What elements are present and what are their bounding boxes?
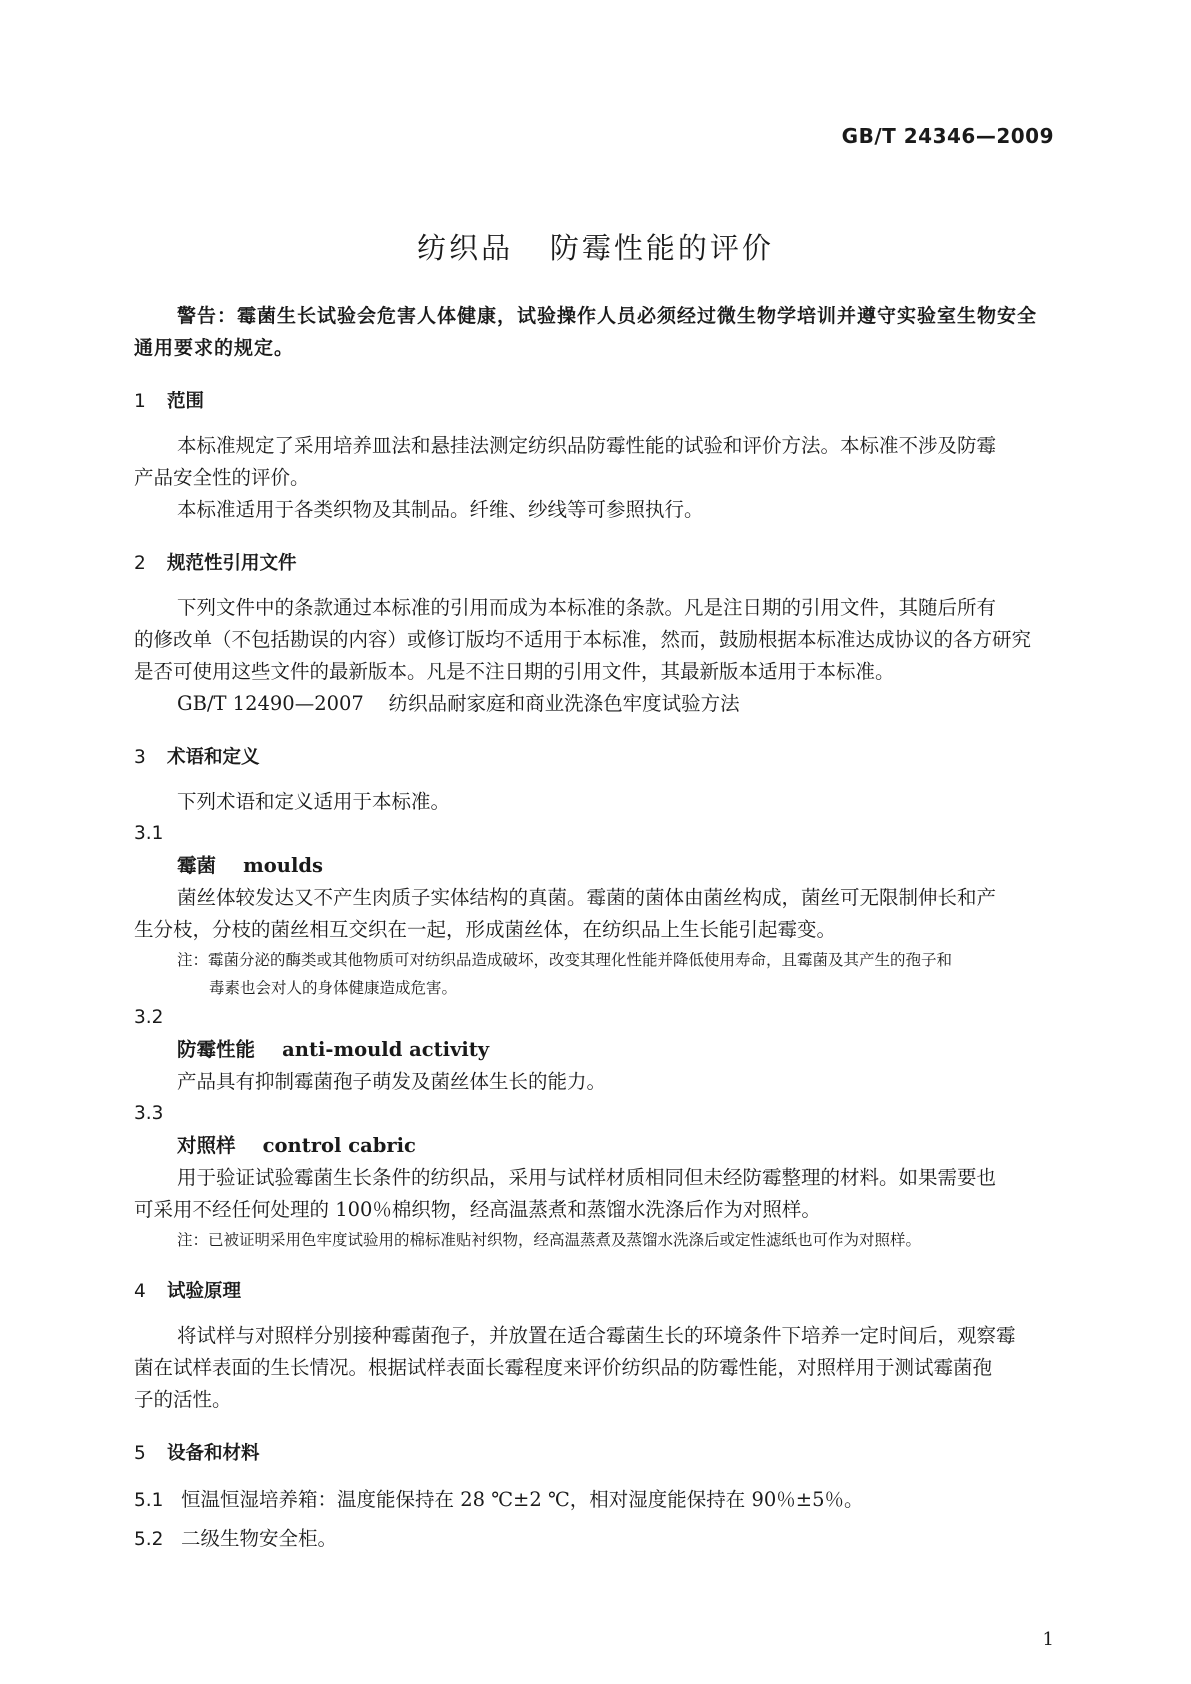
standard-number: GB/T 24346—2009 xyxy=(841,124,1054,148)
document-title: 纺织品 防霉性能的评价 xyxy=(417,231,774,265)
term-3-2-definition xyxy=(134,1066,1054,1098)
section-4-paragraph-1 xyxy=(134,1320,1054,1416)
section-4-p1-line-3: 子的活性。 xyxy=(134,1388,232,1411)
term-3-2-def-text: 产品具有抑制霉菌孢子萌发及菌丝体生长的能力。 xyxy=(177,1070,607,1093)
term-3-3-zh: 对照样 xyxy=(177,1134,236,1157)
term-3-2-zh: 防霉性能 xyxy=(177,1038,256,1061)
term-3-1-heading xyxy=(134,850,1054,882)
warning-line-2: 通用要求的规定。 xyxy=(134,337,295,359)
section-1-p2-text: 本标准适用于各类织物及其制品。纤维、纱线等可参照执行。 xyxy=(177,498,704,521)
section-4-heading xyxy=(134,1276,1054,1308)
page-number: 1 xyxy=(1042,1629,1054,1650)
section-2-p1-line-3: 是否可使用这些文件的最新版本。凡是不注日期的引用文件，其最新版本适用于本标准。 xyxy=(134,660,895,683)
term-3-2-en: anti-mould activity xyxy=(282,1038,490,1061)
term-3-3-def-line-2: 可采用不经任何处理的 100％棉织物，经高温蒸煮和蒸馏水洗涤后作为对照样。 xyxy=(134,1198,821,1221)
term-3-3-number: 3.3 xyxy=(134,1103,164,1124)
term-3-1-en: moulds xyxy=(243,854,324,877)
section-1-paragraph-1 xyxy=(134,430,1054,494)
term-3-1-note-line-1: 注：霉菌分泌的酶类或其他物质可对纺织品造成破坏，改变其理化性能并降低使用寿命，且霉菌及其产生的孢子和 xyxy=(177,951,953,969)
term-3-2-heading xyxy=(134,1034,1054,1066)
term-3-1-number: 3.1 xyxy=(134,823,164,844)
section-2-number: 2 xyxy=(134,553,146,574)
term-3-2-number: 3.2 xyxy=(134,1007,164,1028)
term-3-1-note xyxy=(134,946,1054,1002)
warning-paragraph xyxy=(134,300,1054,364)
section-3-number: 3 xyxy=(134,747,146,768)
section-4-p1-line-1: 将试样与对照样分别接种霉菌孢子，并放置在适合霉菌生长的环境条件下培养一定时间后，观察霉 xyxy=(177,1324,1016,1347)
section-4-number: 4 xyxy=(134,1281,146,1302)
item-5-1-text: 恒温恒湿培养箱：温度能保持在 28 ℃±2 ℃，相对湿度能保持在 90％±5％。 xyxy=(181,1488,864,1511)
item-5-2-text: 二级生物安全柜。 xyxy=(181,1527,338,1550)
section-2-heading xyxy=(134,548,1054,580)
term-3-1-definition xyxy=(134,882,1054,946)
section-5-title: 设备和材料 xyxy=(167,1443,260,1464)
section-3-title: 术语和定义 xyxy=(167,747,260,768)
section-2-p1-line-2: 的修改单（不包括勘误的内容）或修订版均不适用于本标准，然而，鼓励根据本标准达成协议的各方研究 xyxy=(134,628,1032,651)
warning-line-1: 警告：霉菌生长试验会危害人体健康，试验操作人员必须经过微生物学培训并遵守实验室生物安全 xyxy=(177,305,1038,327)
item-5-2-number: 5.2 xyxy=(134,1529,164,1550)
item-5-1 xyxy=(134,1484,1054,1517)
section-4-title: 试验原理 xyxy=(167,1281,242,1302)
section-1-heading xyxy=(134,386,1054,418)
term-3-3-note-text: 注：已被证明采用色牢度试验用的棉标准贴衬织物，经高温蒸煮及蒸馏水洗涤后或定性滤纸也可作为对照样。 xyxy=(177,1231,922,1249)
section-4-p1-line-2: 菌在试样表面的生长情况。根据试样表面长霉程度来评价纺织品的防霉性能，对照样用于测试霉菌孢 xyxy=(134,1356,993,1379)
term-3-3-definition xyxy=(134,1162,1054,1226)
normative-reference: GB/T 12490—2007 纺织品耐家庭和商业洗涤色牢度试验方法 xyxy=(177,692,740,715)
term-3-1-def-line-1: 菌丝体较发达又不产生肉质子实体结构的真菌。霉菌的菌体由菌丝构成，菌丝可无限制伸长和产 xyxy=(177,886,997,909)
section-3-intro-text: 下列术语和定义适用于本标准。 xyxy=(177,790,451,813)
section-3-intro xyxy=(134,786,1054,818)
section-1-p1-line-1: 本标准规定了采用培养皿法和悬挂法测定纺织品防霉性能的试验和评价方法。本标准不涉及防霉 xyxy=(177,434,997,457)
item-5-1-number: 5.1 xyxy=(134,1490,164,1511)
section-2-title: 规范性引用文件 xyxy=(167,553,297,574)
section-5-heading xyxy=(134,1438,1054,1470)
section-2-p1-line-1: 下列文件中的条款通过本标准的引用而成为本标准的条款。凡是注日期的引用文件，其随后所有 xyxy=(177,596,997,619)
term-3-1-note-line-2: 毒素也会对人的身体健康造成危害。 xyxy=(209,979,458,997)
term-3-3-def-line-1: 用于验证试验霉菌生长条件的纺织品，采用与试样材质相同但未经防霉整理的材料。如果需要也 xyxy=(177,1166,997,1189)
term-3-3-heading xyxy=(134,1130,1054,1162)
section-1-p1-line-2: 产品安全性的评价。 xyxy=(134,466,310,489)
section-1-title: 范围 xyxy=(167,391,205,412)
term-3-1-zh: 霉菌 xyxy=(177,854,217,877)
term-3-3-note xyxy=(134,1226,1054,1254)
section-5-number: 5 xyxy=(134,1443,146,1464)
term-3-3-en: control cabric xyxy=(262,1134,416,1157)
term-3-1-def-line-2: 生分枝，分枝的菌丝相互交织在一起，形成菌丝体，在纺织品上生长能引起霉变。 xyxy=(134,918,837,941)
item-5-2 xyxy=(134,1523,1054,1556)
section-3-heading xyxy=(134,742,1054,774)
document-body xyxy=(134,300,1054,1556)
section-1-number: 1 xyxy=(134,391,146,412)
section-1-paragraph-2 xyxy=(134,494,1054,526)
section-2-paragraph-1 xyxy=(134,592,1054,688)
